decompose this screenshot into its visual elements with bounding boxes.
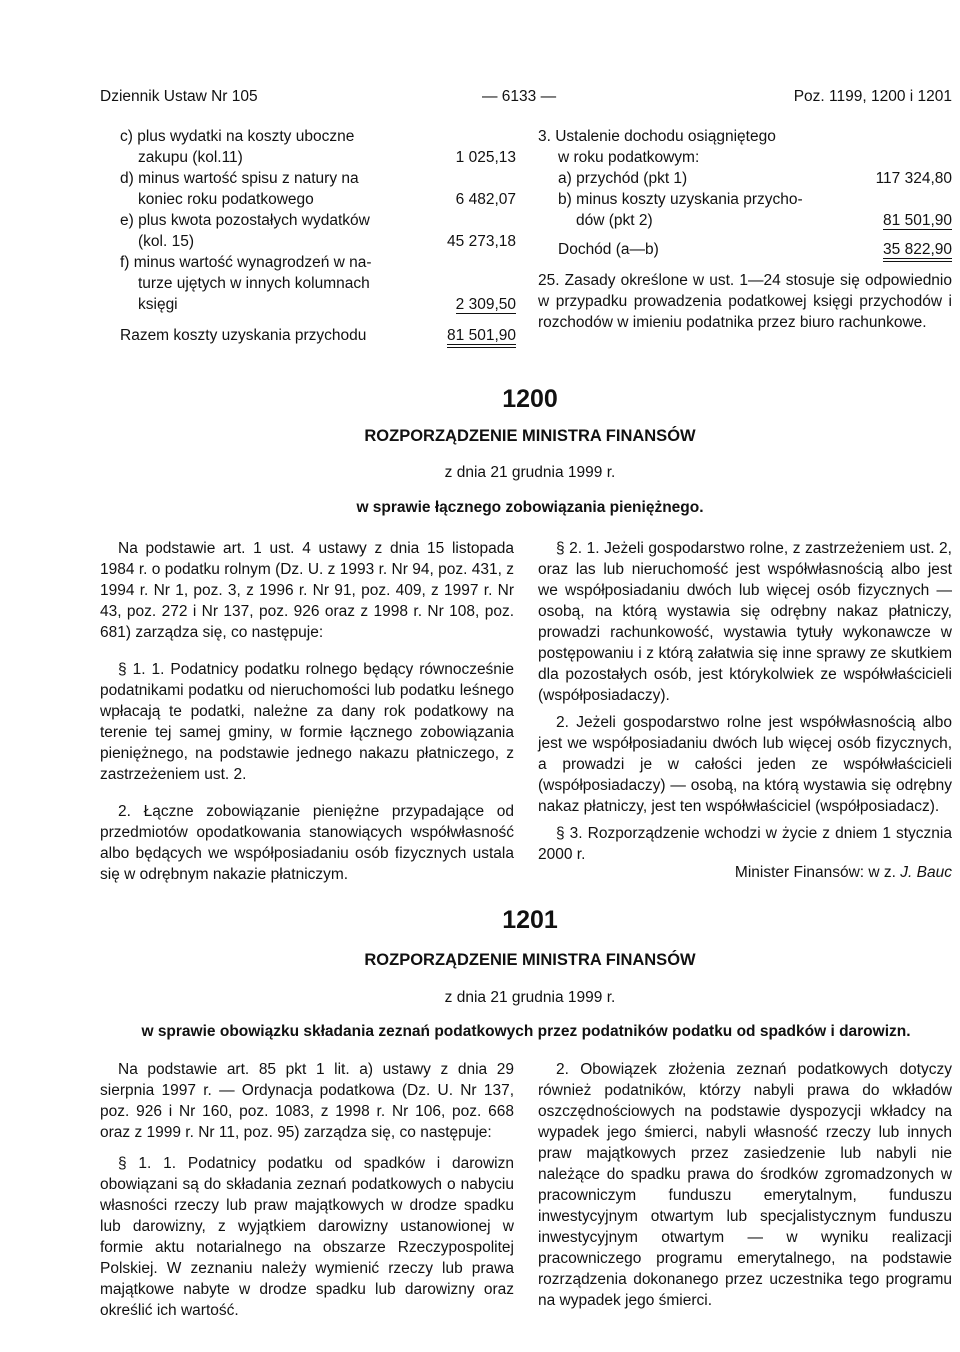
income-title-2: w roku podatkowym: xyxy=(558,149,700,166)
income-b-label-2: dów (pkt 2) xyxy=(576,212,653,229)
cost-item-c-label-2: zakupu (kol.11) xyxy=(138,149,243,166)
cost-item-c xyxy=(120,126,516,168)
header-left: Dziennik Ustaw Nr 105 xyxy=(100,88,258,105)
ordinance-1200-intro: Na podstawie art. 1 ust. 4 ustawy z dnia 15 listopada 1984 r. o podatku rolnym (Dz. U. z 1993 r. Nr 94, poz. 431, z 1994 r. Nr 1, poz. 3, z 1996 r. Nr 91, poz. 409, z 1997 r. Nr 43, poz. 272 i Nr 137, poz. 926 oraz z 1998 r. Nr 108, poz. 681) zarządza się, co następuje: xyxy=(100,540,514,641)
income-b-value: 81 501,90 xyxy=(883,212,952,229)
ordinance-1200-s1-p2: 2. Łączne zobowiązanie pieniężne przypadające od przedmiotów opodatkowania stanowiących współwłasność albo będących we współposiadaniu osób fizycznych ustala się w odrębnym nakazie płatniczym. xyxy=(100,803,514,883)
header-right: Poz. 1199, 1200 i 1201 xyxy=(793,88,952,105)
cost-item-c-label-1: c) plus wydatki na koszty uboczne xyxy=(120,128,355,145)
cost-item-d-label-2: koniec roku podatkowego xyxy=(138,191,314,208)
cost-item-f-label-1: f) minus wartość wynagrodzeń w na- xyxy=(120,254,372,271)
signature-prefix: Minister Finansów: w z. xyxy=(734,864,901,881)
ordinance-1201-right-column xyxy=(538,1059,952,1311)
income-b xyxy=(538,189,952,231)
cost-item-c-value: 1 025,13 xyxy=(455,149,516,166)
income-d xyxy=(538,239,952,260)
cost-item-d xyxy=(120,168,516,210)
cost-item-d-value: 6 482,07 xyxy=(455,191,516,208)
cost-item-f-value: 2 309,50 xyxy=(455,296,516,313)
ordinance-1200-right-column xyxy=(538,538,952,865)
cost-item-f-label-3: księgi xyxy=(138,296,178,313)
income-b-label-1: b) minus koszty uzyskania przycho- xyxy=(558,191,803,208)
ordinance-1200-left-column xyxy=(100,538,514,885)
ordinance-1200-title: ROZPORZĄDZENIE MINISTRA FINANSÓW xyxy=(364,427,696,445)
paragraph-25: 25. Zasady określone w ust. 1—24 stosuje się odpowiednio w przypadku prowadzenia podatkowej księgi przychodów i rozchodów w imieniu podatnika przez biuro rachunkowe. xyxy=(538,272,952,331)
cost-item-e-value: 45 273,18 xyxy=(447,233,516,250)
ordinance-1200-subject: w sprawie łącznego zobowiązania pieniężnego. xyxy=(356,499,704,516)
ordinance-1201-subject: w sprawie obowiązku składania zeznań podatkowych przez podatników podatku od spadków i darowizn. xyxy=(141,1023,911,1040)
ordinance-1200-date: z dnia 21 grudnia 1999 r. xyxy=(444,464,616,481)
ordinance-1201-date: z dnia 21 grudnia 1999 r. xyxy=(444,989,616,1006)
ordinance-1201-number: 1201 xyxy=(502,906,558,934)
cost-item-f-label-2: turze ujętych w innych kolumnach xyxy=(138,275,370,292)
ordinance-1200-s2-p1: § 2. 1. Jeżeli gospodarstwo rolne, z zastrzeżeniem ust. 2, oraz las lub nieruchomość jest współwłasnością albo jest we współposiadaniu dwóch lub więcej osób fizycznych — osobą, na którą wystawia się odrębny nakaz płatniczy, prowadzi rachunkowość, wystawia tytuły wykonawcze w postępowaniu i z którą załatwia się inne sprawy ze skutkiem dla pozostałych osób, jest którykolwiek ze współwłaścicieli (współposiadaczy). xyxy=(538,540,952,704)
income-title-1: 3. Ustalenie dochodu osiągniętego xyxy=(538,128,776,145)
ordinance-1201-title: ROZPORZĄDZENIE MINISTRA FINANSÓW xyxy=(364,951,696,969)
income-block xyxy=(538,126,952,333)
cost-item-e xyxy=(120,210,516,252)
costs-list xyxy=(120,126,516,346)
ordinance-1201-s1-p2: 2. Obowiązek złożenia zeznań podatkowych dotyczy również podatników, którzy nabyli prawa do wkładów oszczędnościowych na podstawie dyspozycji wkładcy na wypadek jego śmierci, nabyli własność rzeczy lub innych praw majątkowych przez zasiedzenie lub nabyli nie należące do spadku prawa do środków zgromadzonych w pracowniczym funduszu emerytalnym, funduszu inwestycyjnym otwartym lub specjalistycznym funduszu inwestycyjnym otwartym — w wyniku realizacji pracowniczego programu emerytalnego, na podstawie rozrządzenia dokonanego przez uczestnika tego programu na wypadek jego śmierci. xyxy=(538,1061,952,1309)
income-a-label: a) przychód (pkt 1) xyxy=(558,170,688,187)
ordinance-1200-signature xyxy=(690,862,952,883)
header-page-number: — 6133 — xyxy=(482,88,557,105)
cost-item-e-label-1: e) plus kwota pozostałych wydatków xyxy=(120,212,370,229)
income-a xyxy=(538,168,952,189)
signature-name: J. Bauc xyxy=(900,864,952,881)
cost-item-d-label-1: d) minus wartość spisu z natury na xyxy=(120,170,359,187)
ordinance-1200-s2-p2: 2. Jeżeli gospodarstwo rolne jest współwłasnością albo jest we współposiadaniu dwóch lub więcej osób fizycznych, a prowadzi je w całości jeden ze współwłaścicieli (współposiadaczy) — osobą, na którą wystawia się odrębny nakaz płatniczy, jest ten współwłaściciel (współposiadacz). xyxy=(538,714,952,815)
income-d-value: 35 822,90 xyxy=(883,241,952,262)
ordinance-1201-s1-p1: § 1. 1. Podatnicy podatku od spadków i darowizn obowiązani są do składania zeznań podatkowych o nabyciu własności rzeczy lub praw majątkowych w drodze spadku lub darowizny, z wyjątkiem darowizny ustanowionej w formie aktu notarialnego na obszarze Rzeczypospolitej Polskiej. W zeznaniu należy wymienić rzeczy lub prawa majątkowe nabyte w drodze spadku lub darowizny oraz określić ich wartość. xyxy=(100,1155,514,1319)
ordinance-1200-s1-p1: § 1. 1. Podatnicy podatku rolnego będący równocześnie podatnikami podatku od nieruchomości lub podatku leśnego wpłacają te podatki, należne za dany rok podatkowy na terenie tej samej gminy, w formie łącznego zobowiązania pieniężnego, na podstawie jednego nakazu płatniczego, z zastrzeżeniem ust. 2. xyxy=(100,661,514,783)
ordinance-1200-number: 1200 xyxy=(502,385,558,413)
ordinance-1201-left-column xyxy=(100,1059,514,1321)
income-a-value: 117 324,80 xyxy=(875,170,952,187)
ordinance-1201-intro: Na podstawie art. 85 pkt 1 lit. a) ustawy z dnia 29 sierpnia 1997 r. — Ordynacja podatkowa (Dz. U. Nr 137, poz. 926 i Nr 160, poz. 1083, z 1998 r. Nr 106, poz. 668 oraz z 1999 r. Nr 11, poz. 95) zarządza się, co następuje: xyxy=(100,1061,514,1141)
ordinance-1200-s3: § 3. Rozporządzenie wchodzi w życie z dniem 1 stycznia 2000 r. xyxy=(538,825,952,863)
costs-total-label: Razem koszty uzyskania przychodu xyxy=(120,327,367,344)
costs-total-value: 81 501,90 xyxy=(447,327,516,348)
income-d-label: Dochód (a—b) xyxy=(558,241,659,258)
cost-item-f xyxy=(120,252,516,315)
costs-total xyxy=(120,325,516,346)
cost-item-e-label-2: (kol. 15) xyxy=(138,233,194,250)
